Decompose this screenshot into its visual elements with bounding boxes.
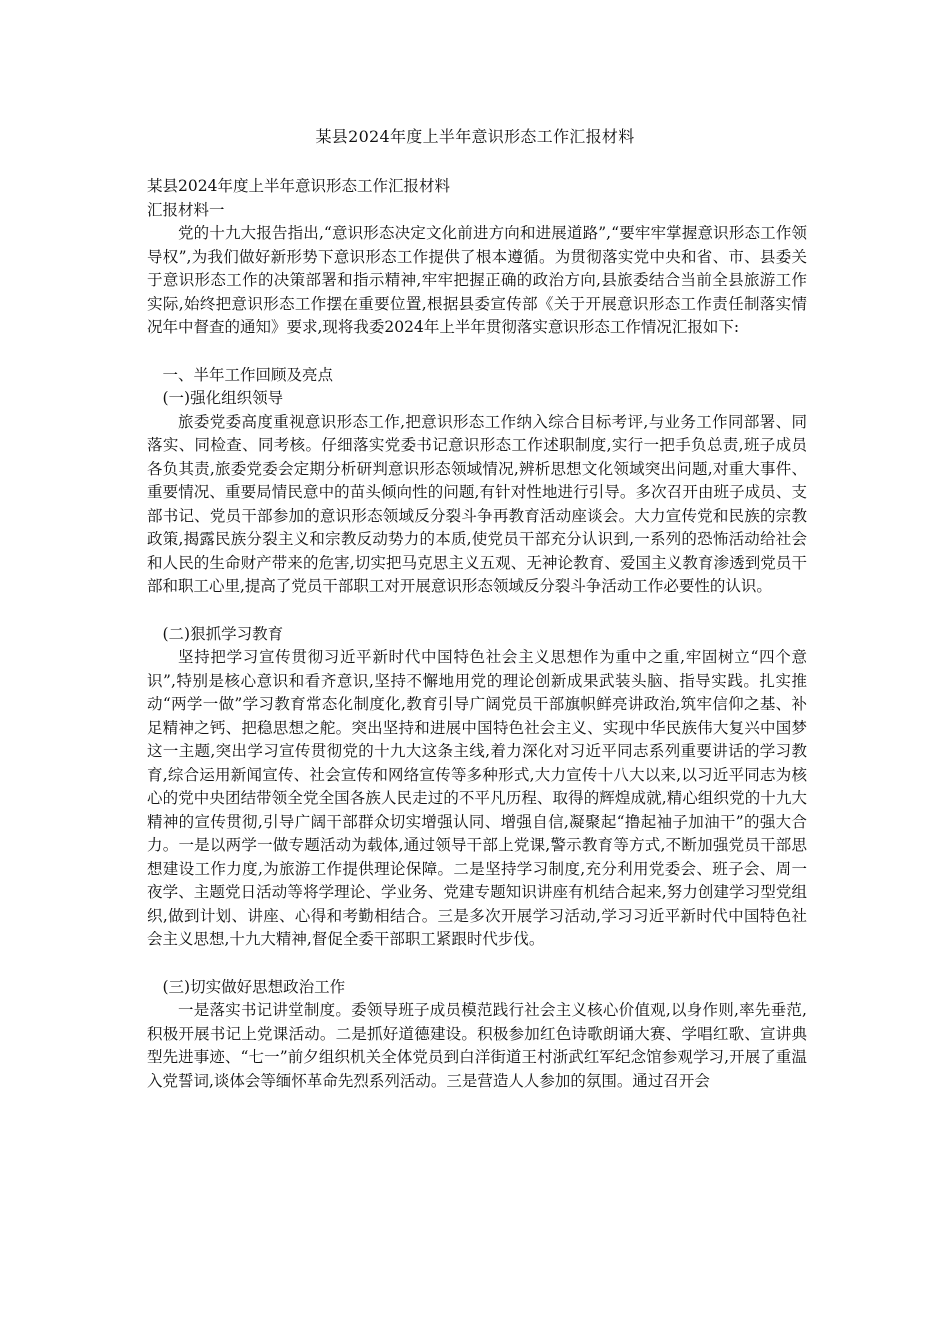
subsection-paragraph-1: 旅委党委高度重视意识形态工作,把意识形态工作纳入综合目标考评,与业务工作同部署、同落实、同检查、同考核。仔细落实党委书记意识形态工作述职制度,实行一把手负总责,班子成员各负其责,旅委党委会定期分析研判意识形态领域情况,辨析思想文化领域突出问题,对重大事件、重要情况、重要局情民意中的苗头倾向性的问题,有针对性地进行引导。多次召开由班子成员、支部书记、党员干部参加的意识形态领域反分裂斗争再教育活动座谈会。大力宣传党和民族的宗教政策,揭露民族分裂主义和宗教反动势力的本质,使党员干部充分认识到,一系列的恐怖活动给社会和人民的生命财产带来的危害,切实把马克思主义五观、无神论教育、爱国主义教育渗透到党员干部和职工心里,提高了党员干部职工对开展意识形态领域反分裂斗争活动工作必要性的认识。 — [147, 412, 807, 595]
spacer — [147, 952, 807, 976]
subsection-heading-2: (二)狠抓学习教育 — [162, 624, 284, 643]
subsection-heading-1: (一)强化组织领导 — [162, 389, 284, 407]
intro-paragraph: 党的十九大报告指出,“意识形态决定文化前进方向和进展道路”,“要牢牢掌握意识形态工作领导权”,为我们做好新形势下意识形态工作提供了根本遵循。为贯彻落实党中央和省、市、县委关于意识形态工作的决策部署和指示精神,牢牢把握正确的政治方向,县旅委结合当前全县旅游工作实际,始终把意识形态工作摆在重要位置,根据县委宣传部《关于开展意识形态工作责任制落实情况年中督查的通知》要求,现将我委2024年上半年贯彻落实意识形态工作情况汇报如下: — [147, 224, 807, 336]
subtitle-label: 汇报材料一 — [147, 200, 225, 219]
subsection-heading-3: (三)切实做好思想政治工作 — [162, 977, 346, 996]
subsection-paragraph-2: 坚持把学习宣传贯彻习近平新时代中国特色社会主义思想作为重中之重,牢固树立“四个意识”,特别是核心意识和看齐意识,坚持不懈地用党的理论创新成果武装头脑、指导实践。扎实推动“两学一做”学习教育常态化制度化,教育引导广阔党员干部旗帜鲜亮讲政治,筑牢信仰之基、补足精神之钙、把稳思想之舵。突出坚持和进展中国特色社会主义、实现中华民族伟大复兴中国梦这一主题,突出学习宣传贯彻党的十九大这条主线,着力深化对习近平同志系列重要讲话的学习教育,综合运用新闻宣传、社会宣传和网络宣传等多种形式,大力宣传十八大以来,以习近平同志为核心的党中央团结带领全党全国各族人民走过的不平凡历程、取得的辉煌成就,精心组织党的十九大精神的宣传贯彻,引导广阔干部群众切实增强认同、增强自信,凝聚起“撸起袖子加油干”的强大合力。一是以两学一做专题活动为载体,通过领导干部上党课,警示教育等方式,不断加强党员干部思想建设工作力度,为旅游工作提供理论保障。二是坚持学习制度,充分利用党委会、班子会、周一夜学、主题党日活动等将学理论、学业务、党建专题知识讲座有机结合起来,努力创建学习型党组织,做到计划、讲座、心得和考勤相结合。三是多次开展学习活动,学习习近平新时代中国特色社会主义思想,十九大精神,督促全委干部职工紧跟时代步伐。 — [147, 648, 807, 948]
document-title: 某县2024年度上半年意识形态工作汇报材料 — [315, 127, 635, 146]
spacer — [147, 340, 807, 364]
spacer — [147, 599, 807, 623]
subsection-paragraph-3: 一是落实书记讲堂制度。委领导班子成员模范践行社会主义核心价值观,以身作则,率先垂范,积极开展书记上党课活动。二是抓好道德建设。积极参加红色诗歌朗诵大赛、学唱红歌、宣讲典型先进事迹、“七一”前夕组织机关全体党员到白洋街道王村浙武红军纪念馆参观学习,开展了重温入党誓词,谈体会等缅怀革命先烈系列活动。三是营造人人参加的氛围。通过召开会 — [147, 1001, 807, 1090]
document-body — [147, 175, 807, 1093]
section-heading-1: 一、半年工作回顾及亮点 — [162, 365, 334, 384]
subtitle-repeat: 某县2024年度上半年意识形态工作汇报材料 — [147, 177, 450, 195]
